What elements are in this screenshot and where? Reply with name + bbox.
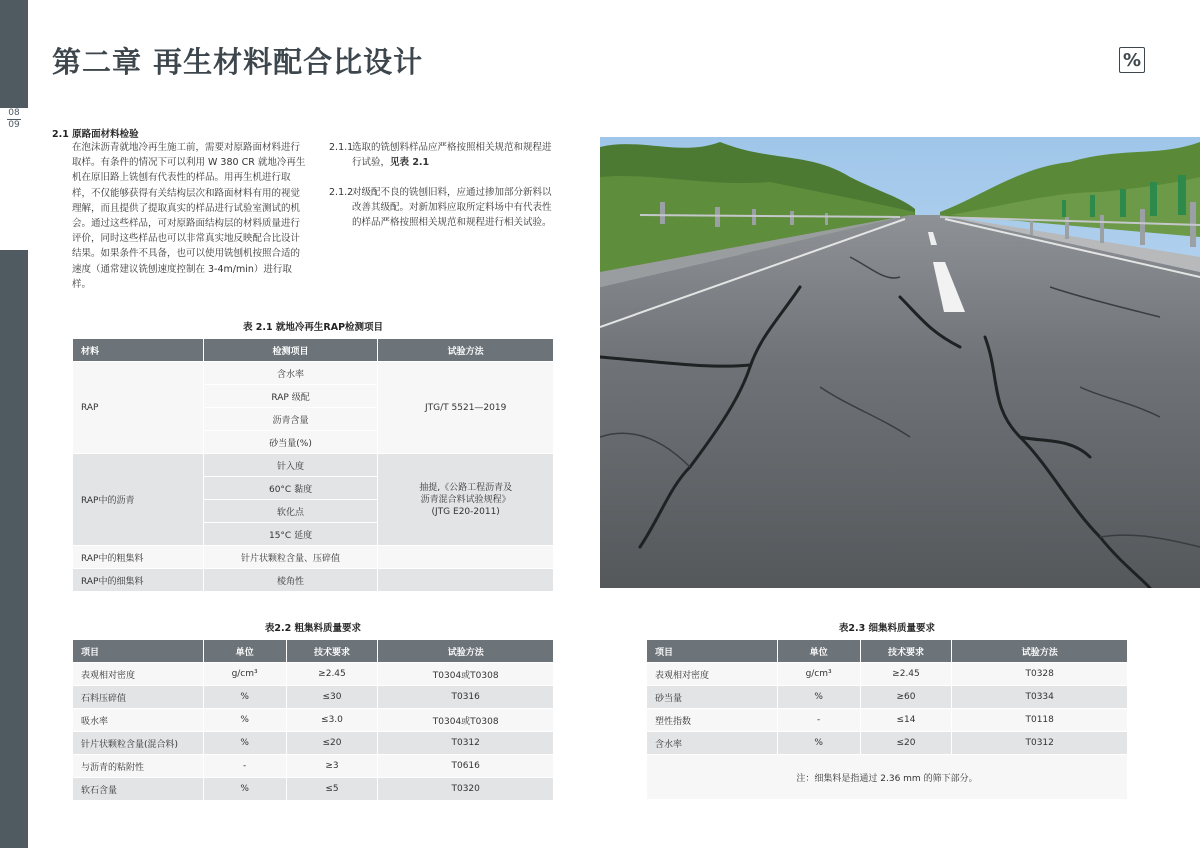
table-cell: T0304或T0308 (378, 709, 554, 732)
table-header-cell: 检测项目 (203, 339, 378, 362)
test-item-cell: 砂当量(%) (203, 431, 378, 454)
table-header-cell: 试验方法 (378, 640, 554, 663)
table-cell: 砂当量 (647, 686, 778, 709)
table-cell: 石料压碎值 (73, 686, 204, 709)
table-row (73, 686, 554, 709)
table-row (73, 546, 554, 569)
table-cell: ≥3 (286, 755, 378, 778)
method-cell (378, 454, 554, 546)
table-row (73, 755, 554, 778)
table3 (646, 639, 1128, 800)
table-reference: 见表 2.1 (390, 157, 430, 169)
table-cell: - (203, 755, 286, 778)
table-row (73, 569, 554, 592)
table-cell: T0316 (378, 686, 554, 709)
table-header-cell: 项目 (73, 640, 204, 663)
table-cell: % (203, 732, 286, 755)
material-cell: RAP (73, 362, 204, 454)
table-header-row (73, 640, 554, 663)
table-cell: g/cm³ (777, 663, 860, 686)
page-number-left: 08 (8, 108, 20, 118)
table-cell: T0320 (378, 778, 554, 801)
table-row (647, 686, 1128, 709)
test-item-cell: RAP 级配 (203, 385, 378, 408)
table-cell: - (777, 709, 860, 732)
item-2-1-1 (329, 140, 557, 170)
table-row (647, 732, 1128, 755)
table-cell: 塑性指数 (647, 709, 778, 732)
table-cell: ≤20 (286, 732, 378, 755)
table-cell: ≤3.0 (286, 709, 378, 732)
table-cell: T0328 (952, 663, 1128, 686)
table-cell: % (777, 732, 860, 755)
material-cell: RAP中的沥青 (73, 454, 204, 546)
table-cell: 含水率 (647, 732, 778, 755)
table-header-row (73, 339, 554, 362)
table-cell: % (777, 686, 860, 709)
percent-icon: % (1119, 47, 1145, 73)
item-number: 2.1.1 (329, 142, 354, 153)
method-cell (378, 546, 554, 569)
table-cell: g/cm³ (203, 663, 286, 686)
test-item-cell: 含水率 (203, 362, 378, 385)
table-header-cell: 技术要求 (286, 640, 378, 663)
method-line: 抽提,《公路工程沥青及 (419, 482, 513, 493)
item-2-1-2 (329, 185, 557, 231)
table-header-cell: 技术要求 (860, 640, 952, 663)
material-cell: RAP中的粗集料 (73, 546, 204, 569)
table-cell: % (203, 778, 286, 801)
table2 (72, 639, 554, 801)
table-cell: ≤20 (860, 732, 952, 755)
method-cell (378, 569, 554, 592)
table-cell: 表观相对密度 (73, 663, 204, 686)
table-note: 注：细集料是指通过 2.36 mm 的筛下部分。 (647, 755, 1128, 800)
section-title: 2.1 原路面材料检验 (52, 129, 139, 140)
table-header-cell: 单位 (203, 640, 286, 663)
table1 (72, 338, 554, 592)
cracked-road-photo (600, 137, 1200, 588)
table-header-row (647, 640, 1128, 663)
table-header-cell: 项目 (647, 640, 778, 663)
table-cell: T0312 (378, 732, 554, 755)
item-text: 选取的铣刨料样品应严格按照相关规范和规程进行试验， (352, 142, 552, 169)
table-cell: T0616 (378, 755, 554, 778)
table-cell: 软石含量 (73, 778, 204, 801)
test-item-cell: 棱角性 (203, 569, 378, 592)
table1-caption: 表 2.1 就地冷再生RAP检测项目 (242, 322, 384, 333)
table-header-cell: 试验方法 (952, 640, 1128, 663)
test-item-cell: 沥青含量 (203, 408, 378, 431)
table-cell: T0312 (952, 732, 1128, 755)
table-cell: T0304或T0308 (378, 663, 554, 686)
sidebar-top-bar (0, 0, 28, 108)
test-item-cell: 针入度 (203, 454, 378, 477)
table-cell: T0118 (952, 709, 1128, 732)
method-cell: JTG/T 5521—2019 (378, 362, 554, 454)
table-row (73, 732, 554, 755)
material-cell: RAP中的细集料 (73, 569, 204, 592)
table-cell: ≥2.45 (286, 663, 378, 686)
method-line: (JTG E20-2011) (431, 506, 500, 517)
table-cell: T0334 (952, 686, 1128, 709)
test-item-cell: 60°C 黏度 (203, 477, 378, 500)
item-text: 对级配不良的铣刨旧料，应通过掺加部分新料以改善其级配。对新加料应取所定料场中有代表性的样品严格按照相关规范和规程进行相关试验。 (352, 187, 552, 229)
item-number: 2.1.2 (329, 187, 354, 198)
table-cell: 吸水率 (73, 709, 204, 732)
table-row (73, 709, 554, 732)
table-row (647, 663, 1128, 686)
table-row (73, 362, 554, 385)
table-cell: 表观相对密度 (647, 663, 778, 686)
table2-caption: 表2.2 粗集料质量要求 (264, 623, 362, 634)
table-cell: ≥60 (860, 686, 952, 709)
table-header-cell: 试验方法 (378, 339, 554, 362)
method-line: 沥青混合料试验规程》 (420, 494, 511, 505)
page-number-right: 09 (8, 120, 20, 130)
table-header-cell: 材料 (73, 339, 204, 362)
page-title: 第二章 再生材料配合比设计 (52, 45, 424, 79)
table-note-row (647, 755, 1128, 800)
table-cell: ≥2.45 (860, 663, 952, 686)
table-cell: ≤30 (286, 686, 378, 709)
sidebar-bottom-bar (0, 250, 28, 848)
table-cell: ≤5 (286, 778, 378, 801)
table3-caption: 表2.3 细集料质量要求 (838, 623, 936, 634)
table-cell: % (203, 709, 286, 732)
test-item-cell: 软化点 (203, 500, 378, 523)
table-row (73, 778, 554, 801)
table-cell: % (203, 686, 286, 709)
table-row (73, 663, 554, 686)
intro-paragraph: 在泡沫沥青就地冷再生施工前，需要对原路面材料进行取样。有条件的情况下可以利用 W 380 CR 就地冷再生机在原旧路上铣刨有代表性的样品。用再生机进行取样，不仅能够获得有关结构层次和路面材料有用的视觉理解，而且提供了提取真实的样品进行试验室测试的机会。通过这些样品，可对原路面结构层的材料质量进行评价，同时这些样品也可以非常真实地反映配合比设计结果。如果条件不具备，也可以使用铣刨机按照合适的速度（通常建议铣刨速度控制在 3-4m/min）进行取样。 (72, 142, 306, 290)
table-cell: ≤14 (860, 709, 952, 732)
test-item-cell: 针片状颗粒含量、压碎值 (203, 546, 378, 569)
table-row (647, 709, 1128, 732)
test-item-cell: 15°C 延度 (203, 523, 378, 546)
page-number (0, 108, 28, 131)
table-cell: 与沥青的粘附性 (73, 755, 204, 778)
table-row (73, 454, 554, 477)
table-header-cell: 单位 (777, 640, 860, 663)
table-cell: 针片状颗粒含量(混合料) (73, 732, 204, 755)
